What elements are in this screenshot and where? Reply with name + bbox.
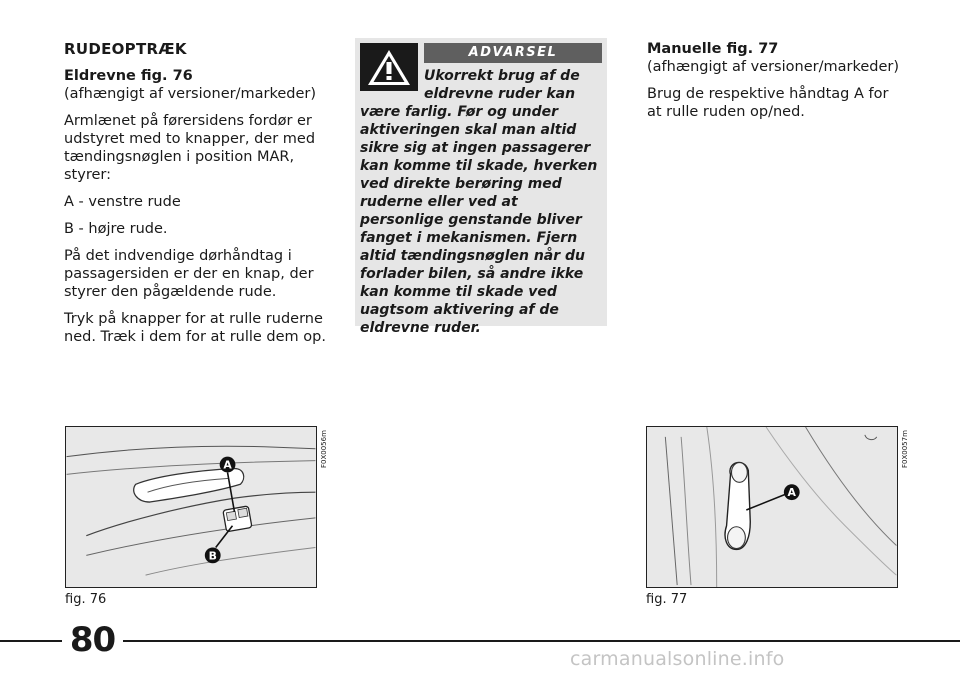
section-heading: RUDEOPTRÆK [64, 40, 187, 58]
electric-subnote: (afhængigt af versioner/markeder) [64, 86, 316, 102]
paragraph: Armlænet på førersidens fordør er udstyret med to knapper, der med tændingsnøglen i position MAR, styrer: [64, 113, 316, 183]
window-crank-illustration [647, 427, 897, 587]
paragraph: På det indvendige dørhåndtag i passagersiden er der en knap, der styrer den pågældende rude. [64, 248, 314, 300]
electric-subheading: Eldrevne fig. 76 [64, 68, 193, 84]
warning-header: ADVARSEL [424, 43, 602, 63]
figure-77 [646, 426, 898, 588]
left-column [64, 40, 326, 355]
paragraph: B - højre rude. [64, 221, 168, 237]
fig77-label-a: A [787, 486, 796, 500]
footer-rule-right [123, 640, 960, 642]
page-number: 80 [69, 620, 116, 660]
warning-box [355, 38, 607, 336]
manual-subnote: (afhængigt af versioner/markeder) [647, 59, 899, 75]
paragraph: Brug de respektive håndtag A for at rulle ruden op/ned. [647, 86, 889, 120]
fig76-code: F0X0056m [320, 430, 328, 468]
watermark: carmanualsonline.info [570, 648, 785, 670]
figure-76 [65, 426, 317, 588]
fig77-code: F0X0057m [901, 430, 909, 468]
paragraph: A - venstre rude [64, 194, 181, 210]
fig77-caption: fig. 77 [646, 592, 688, 607]
manual-subheading: Manuelle fig. 77 [647, 41, 779, 57]
fig76-label-a: A [223, 458, 232, 472]
warning-triangle-icon [360, 43, 418, 91]
door-armrest-illustration [66, 427, 316, 587]
fig76-caption: fig. 76 [65, 592, 107, 607]
footer-rule-left [0, 640, 62, 642]
right-column [647, 40, 907, 130]
paragraph: Tryk på knapper for at rulle ruderne ned. Træk i dem for at rulle dem op. [64, 311, 326, 345]
warning-text: Ukorrekt brug af de eldrevne ruder kan være farlig. Før og under aktiveringen skal man altid sikre sig at ingen passagerer kan komme til skade, hverken ved direkte berøring med ruderne eller ved at personlige genstande bliver fanget i mekanismen. Fjern altid tændingsnøglen når du forlader bilen, så andre ikke kan komme til skade ved uagtsom aktivering af de eldrevne ruder. [360, 68, 598, 336]
fig76-label-b: B [208, 549, 217, 563]
